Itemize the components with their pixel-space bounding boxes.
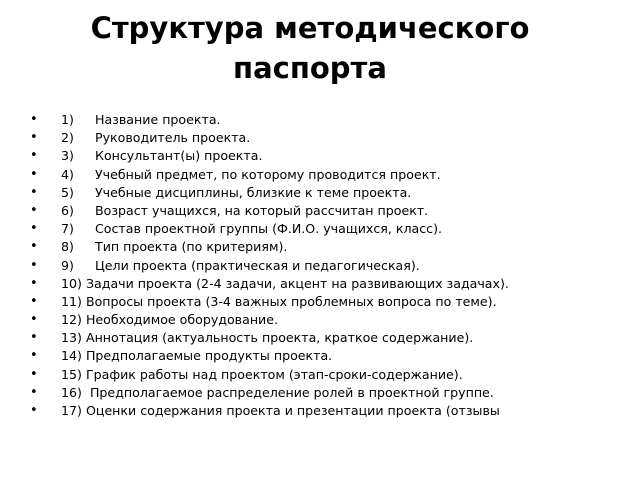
list-item: [28, 347, 509, 365]
item-text: Возраст учащихся, на который рассчитан проект.: [95, 202, 429, 218]
item-text: Задачи проекта (2-4 задачи, акцент на развивающих задачах).: [85, 275, 509, 291]
item-text: Предполагаемое распределение ролей в проектной группе.: [85, 384, 494, 400]
list-item: [28, 311, 509, 329]
item-text: Аннотация (актуальность проекта, краткое содержание).: [85, 330, 474, 346]
item-text: Учебный предмет, по которому проводится проект.: [95, 166, 441, 182]
list-item: [28, 220, 509, 238]
bullet-icon: •: [30, 166, 38, 182]
list-item: [28, 257, 509, 275]
item-text: Состав проектной группы (Ф.И.О. учащихся, класс).: [95, 221, 442, 237]
list-item: [28, 147, 509, 165]
slide-title: [0, 8, 620, 88]
bullet-icon: •: [30, 330, 38, 346]
item-text: Тип проекта (по критериям).: [95, 239, 288, 255]
list-item: [28, 275, 509, 293]
list-item: [28, 402, 509, 420]
bullet-list: [28, 111, 509, 420]
item-number: 1): [61, 112, 74, 127]
item-number: 4): [61, 166, 74, 182]
bullet-icon: •: [30, 384, 38, 400]
list-item: [28, 329, 509, 347]
bullet-icon: •: [30, 130, 38, 146]
item-number: 16): [61, 384, 82, 400]
bullet-icon: •: [30, 312, 38, 328]
item-text: Вопросы проекта (3-4 важных проблемных вопроса по теме).: [85, 293, 497, 309]
item-text: Предполагаемые продукты проекта.: [85, 348, 333, 364]
list-item: [28, 238, 509, 256]
bullet-icon: •: [30, 293, 38, 309]
list-item: [28, 384, 509, 402]
item-text: Руководитель проекта.: [95, 130, 251, 146]
item-number: 15): [61, 366, 82, 382]
item-text: Консультант(ы) проекта.: [95, 148, 263, 164]
title-line-2: паспорта: [233, 51, 387, 85]
item-number: 5): [61, 184, 74, 200]
bullet-icon: •: [30, 257, 38, 273]
list-item: [28, 184, 509, 202]
item-number: 13): [61, 330, 82, 346]
bullet-icon: •: [30, 148, 38, 164]
item-number: 6): [61, 202, 74, 218]
bullet-icon: •: [30, 221, 38, 237]
bullet-icon: •: [30, 239, 38, 255]
bullet-icon: •: [30, 348, 38, 364]
list-item: [28, 129, 509, 147]
item-text: Оценки содержания проекта и презентации проекта (отзывы: [85, 403, 500, 418]
bullet-icon: •: [30, 366, 38, 382]
item-number: 3): [61, 148, 74, 164]
bullet-icon: •: [30, 403, 38, 418]
item-text: График работы над проектом (этап-сроки-содержание).: [85, 366, 463, 382]
item-number: 11): [61, 293, 82, 309]
bullet-icon: •: [30, 202, 38, 218]
item-number: 12): [61, 312, 82, 328]
item-number: 9): [61, 257, 74, 273]
title-line-1: Структура методического: [90, 11, 530, 45]
item-number: 17): [61, 403, 82, 418]
list-item: [28, 111, 509, 129]
item-number: 10): [61, 275, 82, 291]
item-number: 14): [61, 348, 82, 364]
list-item: [28, 293, 509, 311]
bullet-icon: •: [30, 184, 38, 200]
list-item: [28, 202, 509, 220]
item-text: Необходимое оборудование.: [85, 312, 278, 328]
item-number: 7): [61, 221, 74, 237]
bullet-icon: •: [30, 112, 38, 127]
list-item: [28, 166, 509, 184]
bullet-icon: •: [30, 275, 38, 291]
item-text: Название проекта.: [95, 112, 221, 127]
item-number: 2): [61, 130, 74, 146]
list-item: [28, 366, 509, 384]
item-text: Цели проекта (практическая и педагогическая).: [95, 257, 420, 273]
item-number: 8): [61, 239, 74, 255]
item-text: Учебные дисциплины, близкие к теме проекта.: [95, 184, 412, 200]
